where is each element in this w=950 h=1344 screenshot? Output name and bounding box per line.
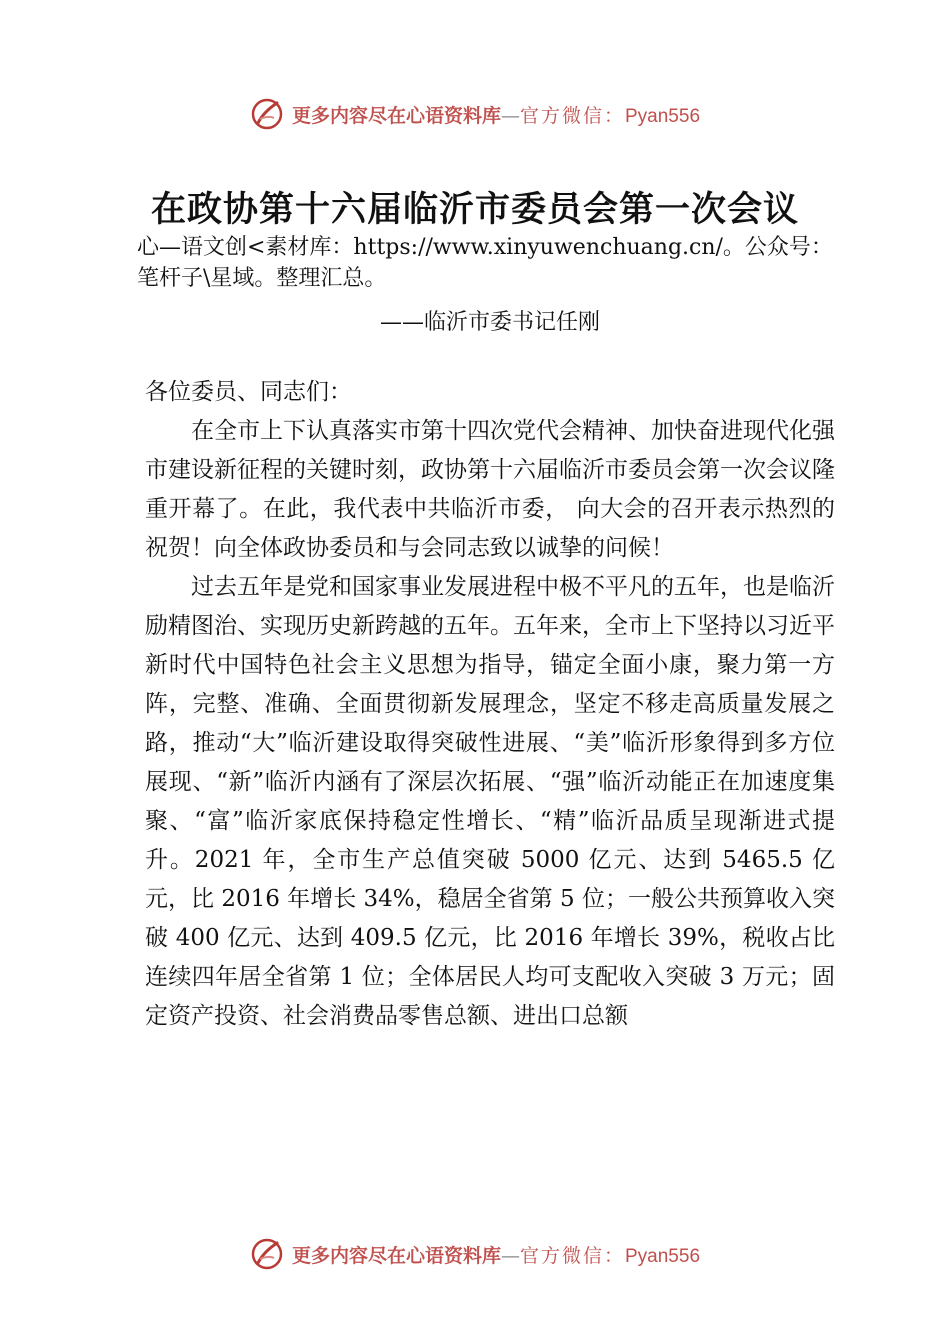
banner-text [292, 101, 700, 128]
brush-logo-icon [250, 1237, 284, 1271]
footer-watermark-banner [0, 1234, 950, 1274]
banner-official-label: 官方微信： [519, 104, 625, 127]
paragraph: 过去五年是党和国家事业发展进程中极不平凡的五年，也是临沂励精图治、实现历史新跨越的五年。五年来，全市上下坚持以习近平新时代中国特色社会主义思想为指导，锚定全面小康，聚力第一方阵，完整、准确、全面贯彻新发展理念，坚定不移走高质量发展之路，推动“大”临沂建设取得突破性进展、“美”临沂形象得到多方位展现、“新”临沂内涵有了深层次拓展、“强”临沂动能正在加速度集聚、“富”临沂家底保持稳定性增长、“精”临沂品质呈现渐进式提升。2021 年，全市生产总值突破 5000 亿元、达到 5465.5 亿元，比 2016 年增长 34%，稳居全省第 5 位；一般公共预算收入突破 400 亿元、达到 409.5 亿元，比 2016 年增长 39%，税收占比连续四年居全省第 1 位；全体居民人均可支配收入突破 3 万元；固定资产投资、社会消费品零售总额、进出口总额 [145, 574, 835, 1029]
banner-text [292, 1241, 700, 1268]
banner-dash: — [500, 1244, 520, 1267]
banner-brand: 更多内容尽在心语资料库 [291, 1244, 501, 1267]
banner-wechat-id: Pyan556 [625, 1245, 701, 1267]
header-watermark-banner [0, 94, 950, 134]
author-line: ——临沂市委书记任刚 [379, 310, 600, 335]
document-body [145, 412, 835, 1036]
source-note: 心—语文创<素材库：https://www.xinyuwenchuang.cn/。公众号：笔杆子\星域。整理汇总。 [137, 235, 833, 291]
paragraph: 在全市上下认真落实市第十四次党代会精神、加快奋进现代化强市建设新征程的关键时刻，政协第十六届临沂市委员会第一次会议隆重开幕了。在此，我代表中共临沂市委， 向大会的召开表示热烈的祝贺！向全体政协委员和与会同志致以诚挚的问候！ [145, 418, 835, 561]
banner-brand: 更多内容尽在心语资料库 [291, 104, 501, 127]
brush-logo-icon [250, 97, 284, 131]
banner-dash: — [500, 104, 520, 127]
greeting: 各位委员、同志们： [145, 379, 352, 405]
banner-wechat-id: Pyan556 [625, 105, 701, 127]
banner-official-label: 官方微信： [519, 1244, 625, 1267]
document-title: 在政协第十六届临沂市委员会第一次会议 [150, 189, 799, 230]
